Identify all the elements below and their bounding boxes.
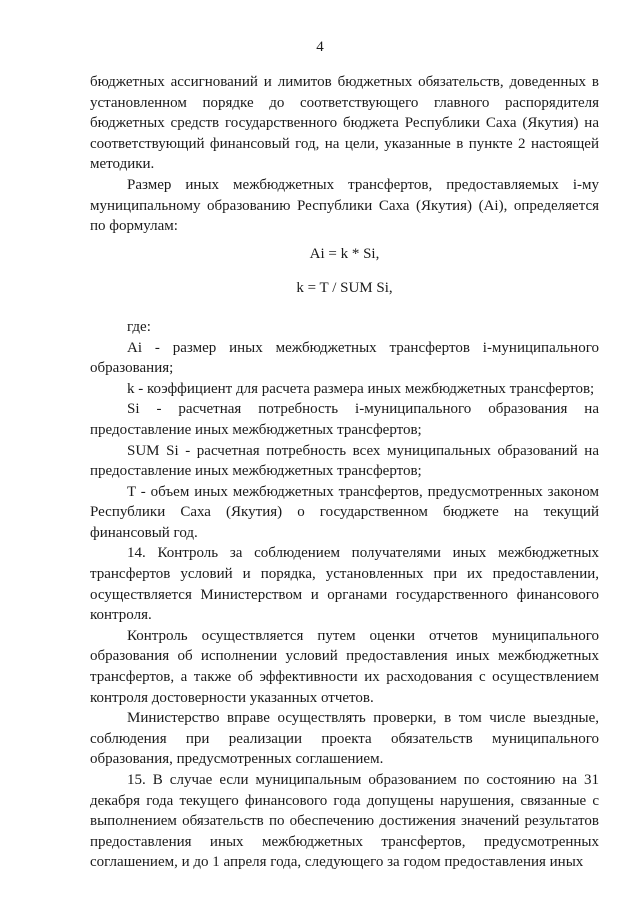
definition-ai: Ai - размер иных межбюджетных трансфертов i-муниципального образования; [90,339,599,377]
paragraph-control-method: Контроль осуществляется путем оценки отчетов муниципального образования об исполнении условий предоставления иных межбюджетных трансфертов, а также об эффективности их расходования с осуществлением контроля достоверности указанных отчетов. [90,627,599,706]
paragraph-15-violations: 15. В случае если муниципальным образованием по состоянию на 31 декабря года текущего финансового года допущены нарушения, связанные с выполнением обязательств по обеспечению достижения значений результатов предоставления иных межбюджетных трансфертов, предусмотренных соглашением, и до 1 апреля года, следующего за годом предоставления иных [90,772,599,871]
document-body [90,72,599,873]
where-label: где: [127,318,151,335]
paragraph-transfer-size: Размер иных межбюджетных трансфертов, предоставляемых i-му муниципальному образованию Республики Саха (Якутия) (Ai), определяется по формулам: [90,176,599,235]
definition-k: k - коэффициент для расчета размера иных межбюджетных трансфертов; [127,380,595,397]
formula-k: k = T / SUM Si, [296,280,393,297]
paragraph-14-control: 14. Контроль за соблюдением получателями иных межбюджетных трансфертов условий и порядка, установленных при их предоставлении, осуществляется Министерством и органами государственного финансового контроля. [90,545,599,624]
definition-t: T - объем иных межбюджетных трансфертов, предусмотренных законом Республики Саха (Якутия) о государственном бюджете на текущий финансовый год. [90,483,599,541]
formula-ai: Ai = k * Si, [309,245,380,262]
page-number: 4 [316,39,324,55]
definition-si: Si - расчетная потребность i-муниципального образования на предоставление иных межбюджетных трансфертов; [90,401,599,438]
paragraph-budget-allocations: бюджетных ассигнований и лимитов бюджетных обязательств, доведенных в установленном порядке до соответствующего главного распорядителя бюджетных средств государственного бюджета Республики Саха (Якутия) на соответствующий финансовый год, на цели, указанные в пункте 2 настоящей методики. [90,74,599,173]
definition-sum-si: SUM Si - расчетная потребность всех муниципальных образований на предоставление иных межбюджетных трансфертов; [90,442,599,480]
paragraph-ministry-checks: Министерство вправе осуществлять проверки, в том числе выездные, соблюдения при реализации проекта обязательств муниципального образования, предусмотренных соглашением. [90,710,599,768]
